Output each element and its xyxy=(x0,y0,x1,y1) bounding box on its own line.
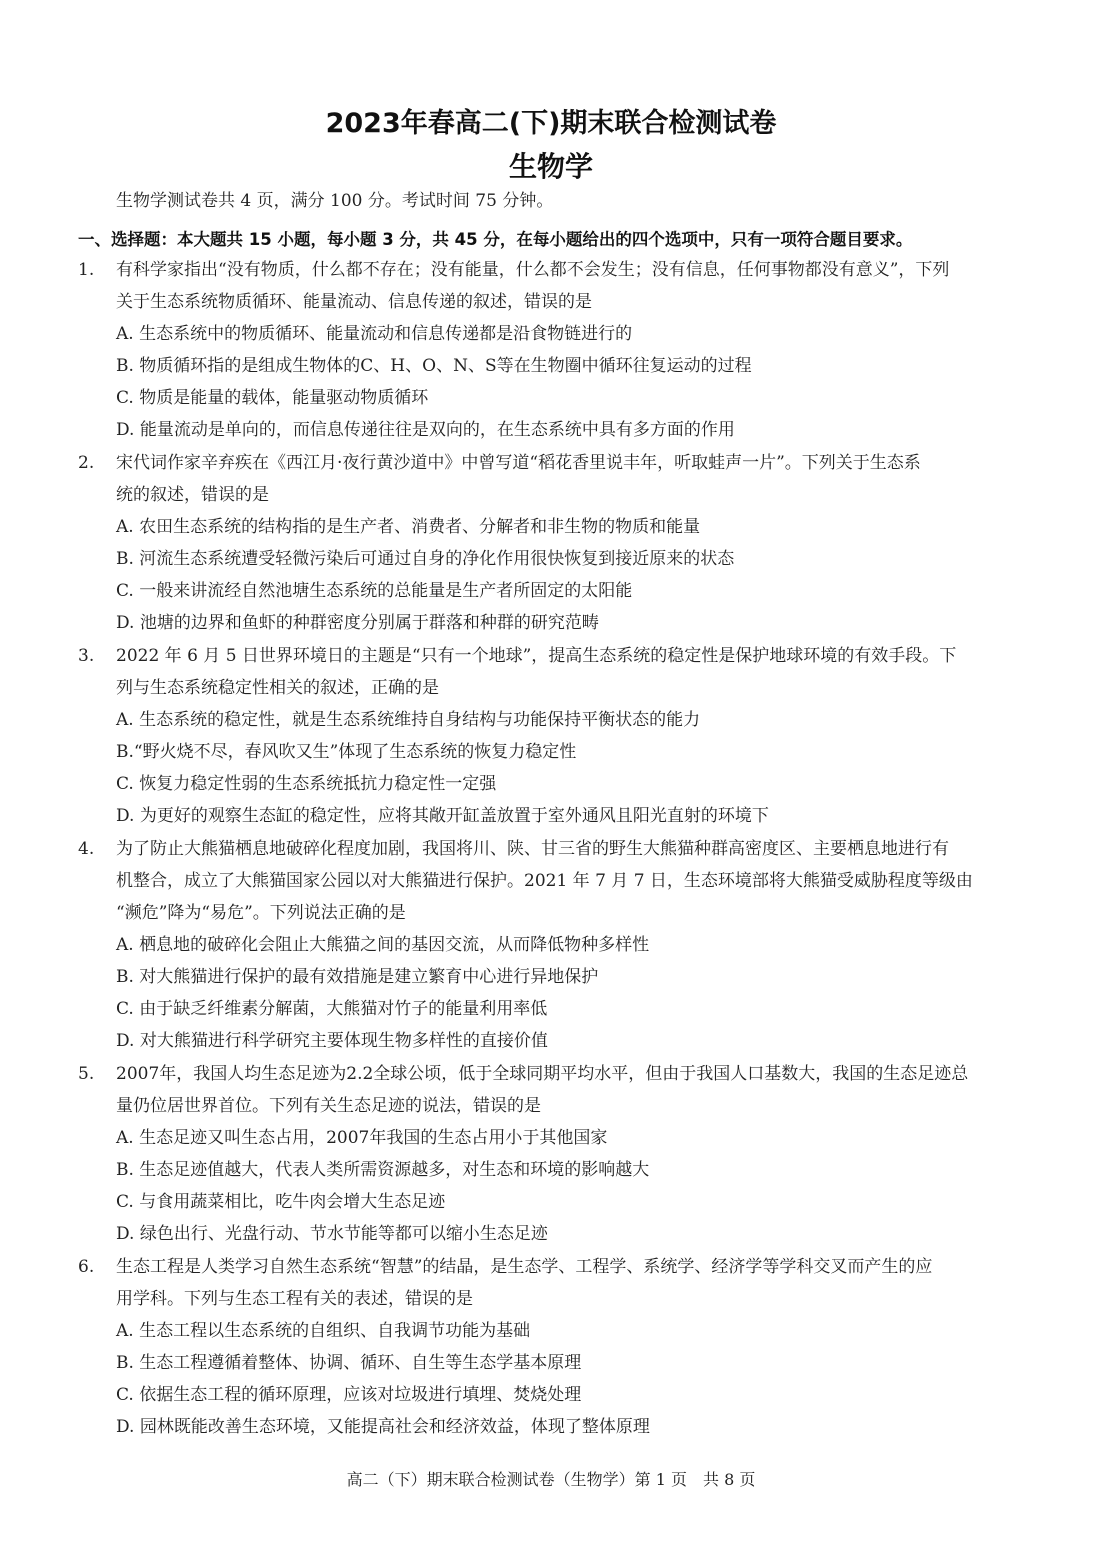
option-d: D. 对大熊猫进行科学研究主要体现生物多样性的直接价值 xyxy=(116,1031,548,1051)
option-d: D. 能量流动是单向的，而信息传递往往是双向的，在生态系统中具有多方面的作用 xyxy=(116,420,735,440)
exam-intro: 生物学测试卷共 4 页，满分 100 分。考试时间 75 分钟。 xyxy=(116,191,554,211)
question-number: 1. xyxy=(78,260,95,280)
question-stem-line: 量仍位居世界首位。下列有关生态足迹的说法，错误的是 xyxy=(116,1096,541,1116)
question-stem-line: 有科学家指出“没有物质，什么都不存在；没有能量，什么都不会发生；没有信息，任何事物都没有意义”，下列 xyxy=(116,260,950,280)
question-number: 4. xyxy=(78,839,95,859)
option-a: A. 栖息地的破碎化会阻止大熊猫之间的基因交流，从而降低物种多样性 xyxy=(116,935,650,955)
option-b: B. 生态工程遵循着整体、协调、循环、自生等生态学基本原理 xyxy=(116,1353,582,1373)
option-c: C. 一般来讲流经自然池塘生态系统的总能量是生产者所固定的太阳能 xyxy=(116,581,633,601)
option-d: D. 为更好的观察生态缸的稳定性，应将其敞开缸盖放置于室外通风且阳光直射的环境下 xyxy=(116,806,769,826)
option-c: C. 由于缺乏纤维素分解菌，大熊猫对竹子的能量利用率低 xyxy=(116,999,548,1019)
question-stem-line: 关于生态系统物质循环、能量流动、信息传递的叙述，错误的是 xyxy=(116,292,592,312)
question-number: 3. xyxy=(78,646,95,666)
option-b: B. 对大熊猫进行保护的最有效措施是建立繁育中心进行异地保护 xyxy=(116,967,599,987)
option-b: B. 生态足迹值越大，代表人类所需资源越多，对生态和环境的影响越大 xyxy=(116,1160,650,1180)
option-b: B. 河流生态系统遭受轻微污染后可通过自身的净化作用很快恢复到接近原来的状态 xyxy=(116,549,735,569)
option-a: A. 生态足迹又叫生态占用，2007年我国的生态占用小于其他国家 xyxy=(116,1128,608,1148)
option-a: A. 生态工程以生态系统的自组织、自我调节功能为基础 xyxy=(116,1321,531,1341)
question-number: 6. xyxy=(78,1257,95,1277)
section-heading: 一、选择题：本大题共 15 小题，每小题 3 分，共 45 分，在每小题给出的四个选项中，只有一项符合题目要求。 xyxy=(78,230,913,249)
question-stem-line: “濒危”降为“易危”。下列说法正确的是 xyxy=(116,903,406,923)
option-c: C. 依据生态工程的循环原理，应该对垃圾进行填埋、焚烧处理 xyxy=(116,1385,582,1405)
question-stem-line: 用学科。下列与生态工程有关的表述，错误的是 xyxy=(116,1289,473,1309)
option-c: C. 恢复力稳定性弱的生态系统抵抗力稳定性一定强 xyxy=(116,774,497,794)
question-stem-line: 2022 年 6 月 5 日世界环境日的主题是“只有一个地球”，提高生态系统的稳定性是保护地球环境的有效手段。下 xyxy=(116,646,957,666)
option-a: A. 生态系统中的物质循环、能量流动和信息传递都是沿食物链进行的 xyxy=(116,324,633,344)
question-number: 5. xyxy=(78,1064,95,1084)
question-stem-line: 为了防止大熊猫栖息地破碎化程度加剧，我国将川、陕、甘三省的野生大熊猫种群高密度区、主要栖息地进行有 xyxy=(116,839,949,859)
question-stem-line: 生态工程是人类学习自然生态系统“智慧”的结晶，是生态学、工程学、系统学、经济学等学科交叉而产生的应 xyxy=(116,1257,933,1277)
option-a: A. 农田生态系统的结构指的是生产者、消费者、分解者和非生物的物质和能量 xyxy=(116,517,701,537)
option-b: B.“野火烧不尽，春风吹又生”体现了生态系统的恢复力稳定性 xyxy=(116,742,577,762)
question-stem-line: 统的叙述，错误的是 xyxy=(116,485,269,505)
option-d: D. 池塘的边界和鱼虾的种群密度分别属于群落和种群的研究范畴 xyxy=(116,613,599,633)
option-d: D. 园林既能改善生态环境，又能提高社会和经济效益，体现了整体原理 xyxy=(116,1417,650,1437)
exam-title: 2023年春高二(下)期末联合检测试卷 xyxy=(325,108,777,139)
page-footer: 高二（下）期末联合检测试卷（生物学）第 1 页 共 8 页 xyxy=(346,1470,756,1489)
option-c: C. 与食用蔬菜相比，吃牛肉会增大生态足迹 xyxy=(116,1192,446,1212)
option-b: B. 物质循环指的是组成生物体的C、H、O、N、S等在生物圈中循环往复运动的过程 xyxy=(116,356,752,376)
question-stem-line: 机整合，成立了大熊猫国家公园以对大熊猫进行保护。2021 年 7 月 7 日，生态环境部将大熊猫受威胁程度等级由 xyxy=(116,871,973,891)
subject-title: 生物学 xyxy=(508,150,593,183)
question-stem-line: 2007年，我国人均生态足迹为2.2全球公顷，低于全球同期平均水平，但由于我国人口基数大，我国的生态足迹总 xyxy=(116,1064,969,1084)
option-c: C. 物质是能量的载体，能量驱动物质循环 xyxy=(116,388,429,408)
question-number: 2. xyxy=(78,453,95,473)
question-stem-line: 宋代词作家辛弃疾在《西江月·夜行黄沙道中》中曾写道“稻花香里说丰年，听取蛙声一片”。下列关于生态系 xyxy=(116,453,921,473)
option-a: A. 生态系统的稳定性，就是生态系统维持自身结构与功能保持平衡状态的能力 xyxy=(116,710,701,730)
option-d: D. 绿色出行、光盘行动、节水节能等都可以缩小生态足迹 xyxy=(116,1224,548,1244)
question-stem-line: 列与生态系统稳定性相关的叙述，正确的是 xyxy=(116,678,439,698)
